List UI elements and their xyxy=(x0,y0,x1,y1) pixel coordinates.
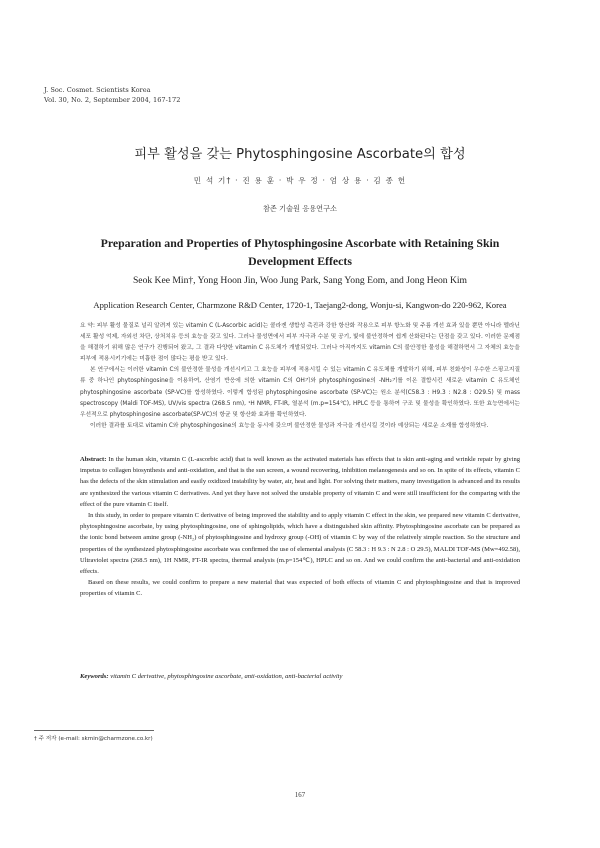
korean-authors: 민 석 기† · 진 용 훈 · 박 우 정 · 엄 상 용 · 김 종 헌 xyxy=(193,176,407,185)
journal-citation xyxy=(44,86,180,105)
keywords-label: Keywords: xyxy=(80,673,109,680)
english-affiliation: Application Research Center, Charmzone R&D Center, 1720-1, Taejang2-dong, Wonju-si, Kangwon-do 220-962, Korea xyxy=(93,300,507,310)
korean-abstract-paragraph: 요 약: 피부 활성 물질로 널리 알려져 있는 vitamin C (L-Ascorbic acid)는 콜라겐 생합성 촉진과 강한 항산화 작용으로 피부 항노화 및 주름 개선 효과 있을 뿐만 아니라 멜라닌 세포 활성 억제, 자외선 차단, 상처치유 등의 효능을 갖고 있다. 그러나 물성면에서 피부 자극과 수분 및 공기, 빛에 불안정하여 쉽게 산화된다는 단점을 갖고 있다. 이러한 문제점을 해결하기 위해 많은 연구가 진행되어 왔고, 그 결과 다양한 vitamin C 유도체가 개발되었다. 그러나 아직까지도 vitamin C의 불안정한 물성을 해결하면서 그 자체의 효능을 피부에 적용시키기에는 미흡한 점이 많다는 평을 받고 있다. xyxy=(80,323,520,363)
english-abstract xyxy=(80,454,520,600)
keywords-list: vitamin C derivative, phytosphingosine ascorbate, anti-oxidation, anti-bacterial activity xyxy=(110,673,343,680)
english-authors: Seok Kee Min†, Yong Hoon Jin, Woo Jung Park, Sang Yong Eom, and Jong Heon Kim xyxy=(132,275,468,286)
english-abstract-paragraph: Based on these results, we could confirm to prepare a new material that was expected of both effects of vitamin C and phytosphingosine and that is improved properties of vitamin C. xyxy=(80,579,520,598)
footnote: † 주 저자 (e-mail: skmin@charmzone.co.kr) xyxy=(34,736,153,742)
english-abstract-paragraph: In this study, in order to prepare vitamin C derivative of being improved the stability and to apply vitamin C effect in the skin, we prepared new vitamin C derivative, phytosphingosine ascorbate, by using phytosphingosine, one of sphingolipids, which have a distinguished skin affinity. Phytosphingosine ascorbate can be prepared as the ionic bond between amine group (-NH₂) of phytosphingosine and hydroxy group (-OH) of vitamin C by way of the relatively simple reaction. So the structure and properties of the synthesized phytosphingosine ascorbate was confirmed the use of elemental analysis (C 58.3 : H 9.3 : N 2.8 : O 29.5), MALDI TOF-MS (Mw=492.58), Ultraviolet spectra (268.5 nm), 1H NMR, FT-IR spectra, thermal analysis (m.p=154℃), HPLC and so on. And we could confirm the anti-bacterial and anti-oxidation effects. xyxy=(80,512,520,576)
journal-volume: Vol. 30, No. 2, September 2004, 167-172 xyxy=(44,95,181,104)
keywords xyxy=(80,673,520,680)
korean-title: 피부 활성을 갖는 Phytosphingosine Ascorbate의 합성 xyxy=(134,147,466,162)
korean-abstract-paragraph: 이러한 결과를 토대로 vitamin C와 phytosphingosine의 효능을 동시에 갖으며 불안정한 물성과 자극을 개선시킬 것이라 예상되는 새로운 소재를 합성하였다. xyxy=(90,422,489,429)
abstract-label: Abstract: xyxy=(80,456,107,463)
footnote-divider xyxy=(34,730,154,731)
english-abstract-paragraph: In the human skin, vitamin C (L-ascorbic acid) that is well known as the activated materials has effects that is skin anti-aging and wrinkle repair by giving impetus to collagen biosynthesis and anti-oxidation, and that is the sun screen, a wound recovering, inhibition melanogenesis and so on. In spite of its effects, vitamin C has the defects of the skin stimulation and easily oxidized instability by water, air, heat and light. For solving their matters, many investigation is advanced and its results are synthesized the various vitamin C derivatives. And yet they have not solved the unstable property of vitamin C and were still insufficient for the comparing with the effect of the pure vitamin C itself. xyxy=(80,456,520,508)
english-title: Preparation and Properties of Phytosphingosine Ascorbate with Retaining Skin Development Effects xyxy=(100,236,500,268)
korean-affiliation: 참존 기술원 응용연구소 xyxy=(262,204,337,213)
page-number: 167 xyxy=(294,792,306,799)
journal-name: J. Soc. Cosmet. Scientists Korea xyxy=(44,86,151,94)
korean-abstract-paragraph: 본 연구에서는 이러한 vitamin C의 불안정한 물성을 개선시키고 그 효능을 피부에 적용시킬 수 있는 vitamin C 유도체를 개발하기 위해, 피부 친화성이 우수한 스핑고지질류 중 하나인 phytosphingosine을 이용하여, 산염기 반응에 의한 vitamin C의 OH기와 phytosphingosine의 -NH₂기를 이온 결합시킨 새로운 vitamin C 유도체인 phytosphingosine ascorbate (SP-VC)를 합성하였다. 이렇게 합성된 phytosphingosine ascorbate (SP-VC)는 원소 분석(C58.3 : H9.3 : N2.8 : O29.5) 및 mass spectroscopy (Maldi TOF-MS), UV/vis spectra (268.5 nm), ¹H NMR, FT-IR, 열분석 (m.p=154℃), HPLC 등을 통하여 구조 및 물성을 확인하였다. 또한 효능면에서는 우선적으로 phytosphingosine ascorbate(SP-VC)의 항균 및 항산화 효과를 확인하였다. xyxy=(80,367,520,418)
korean-abstract xyxy=(80,321,520,432)
